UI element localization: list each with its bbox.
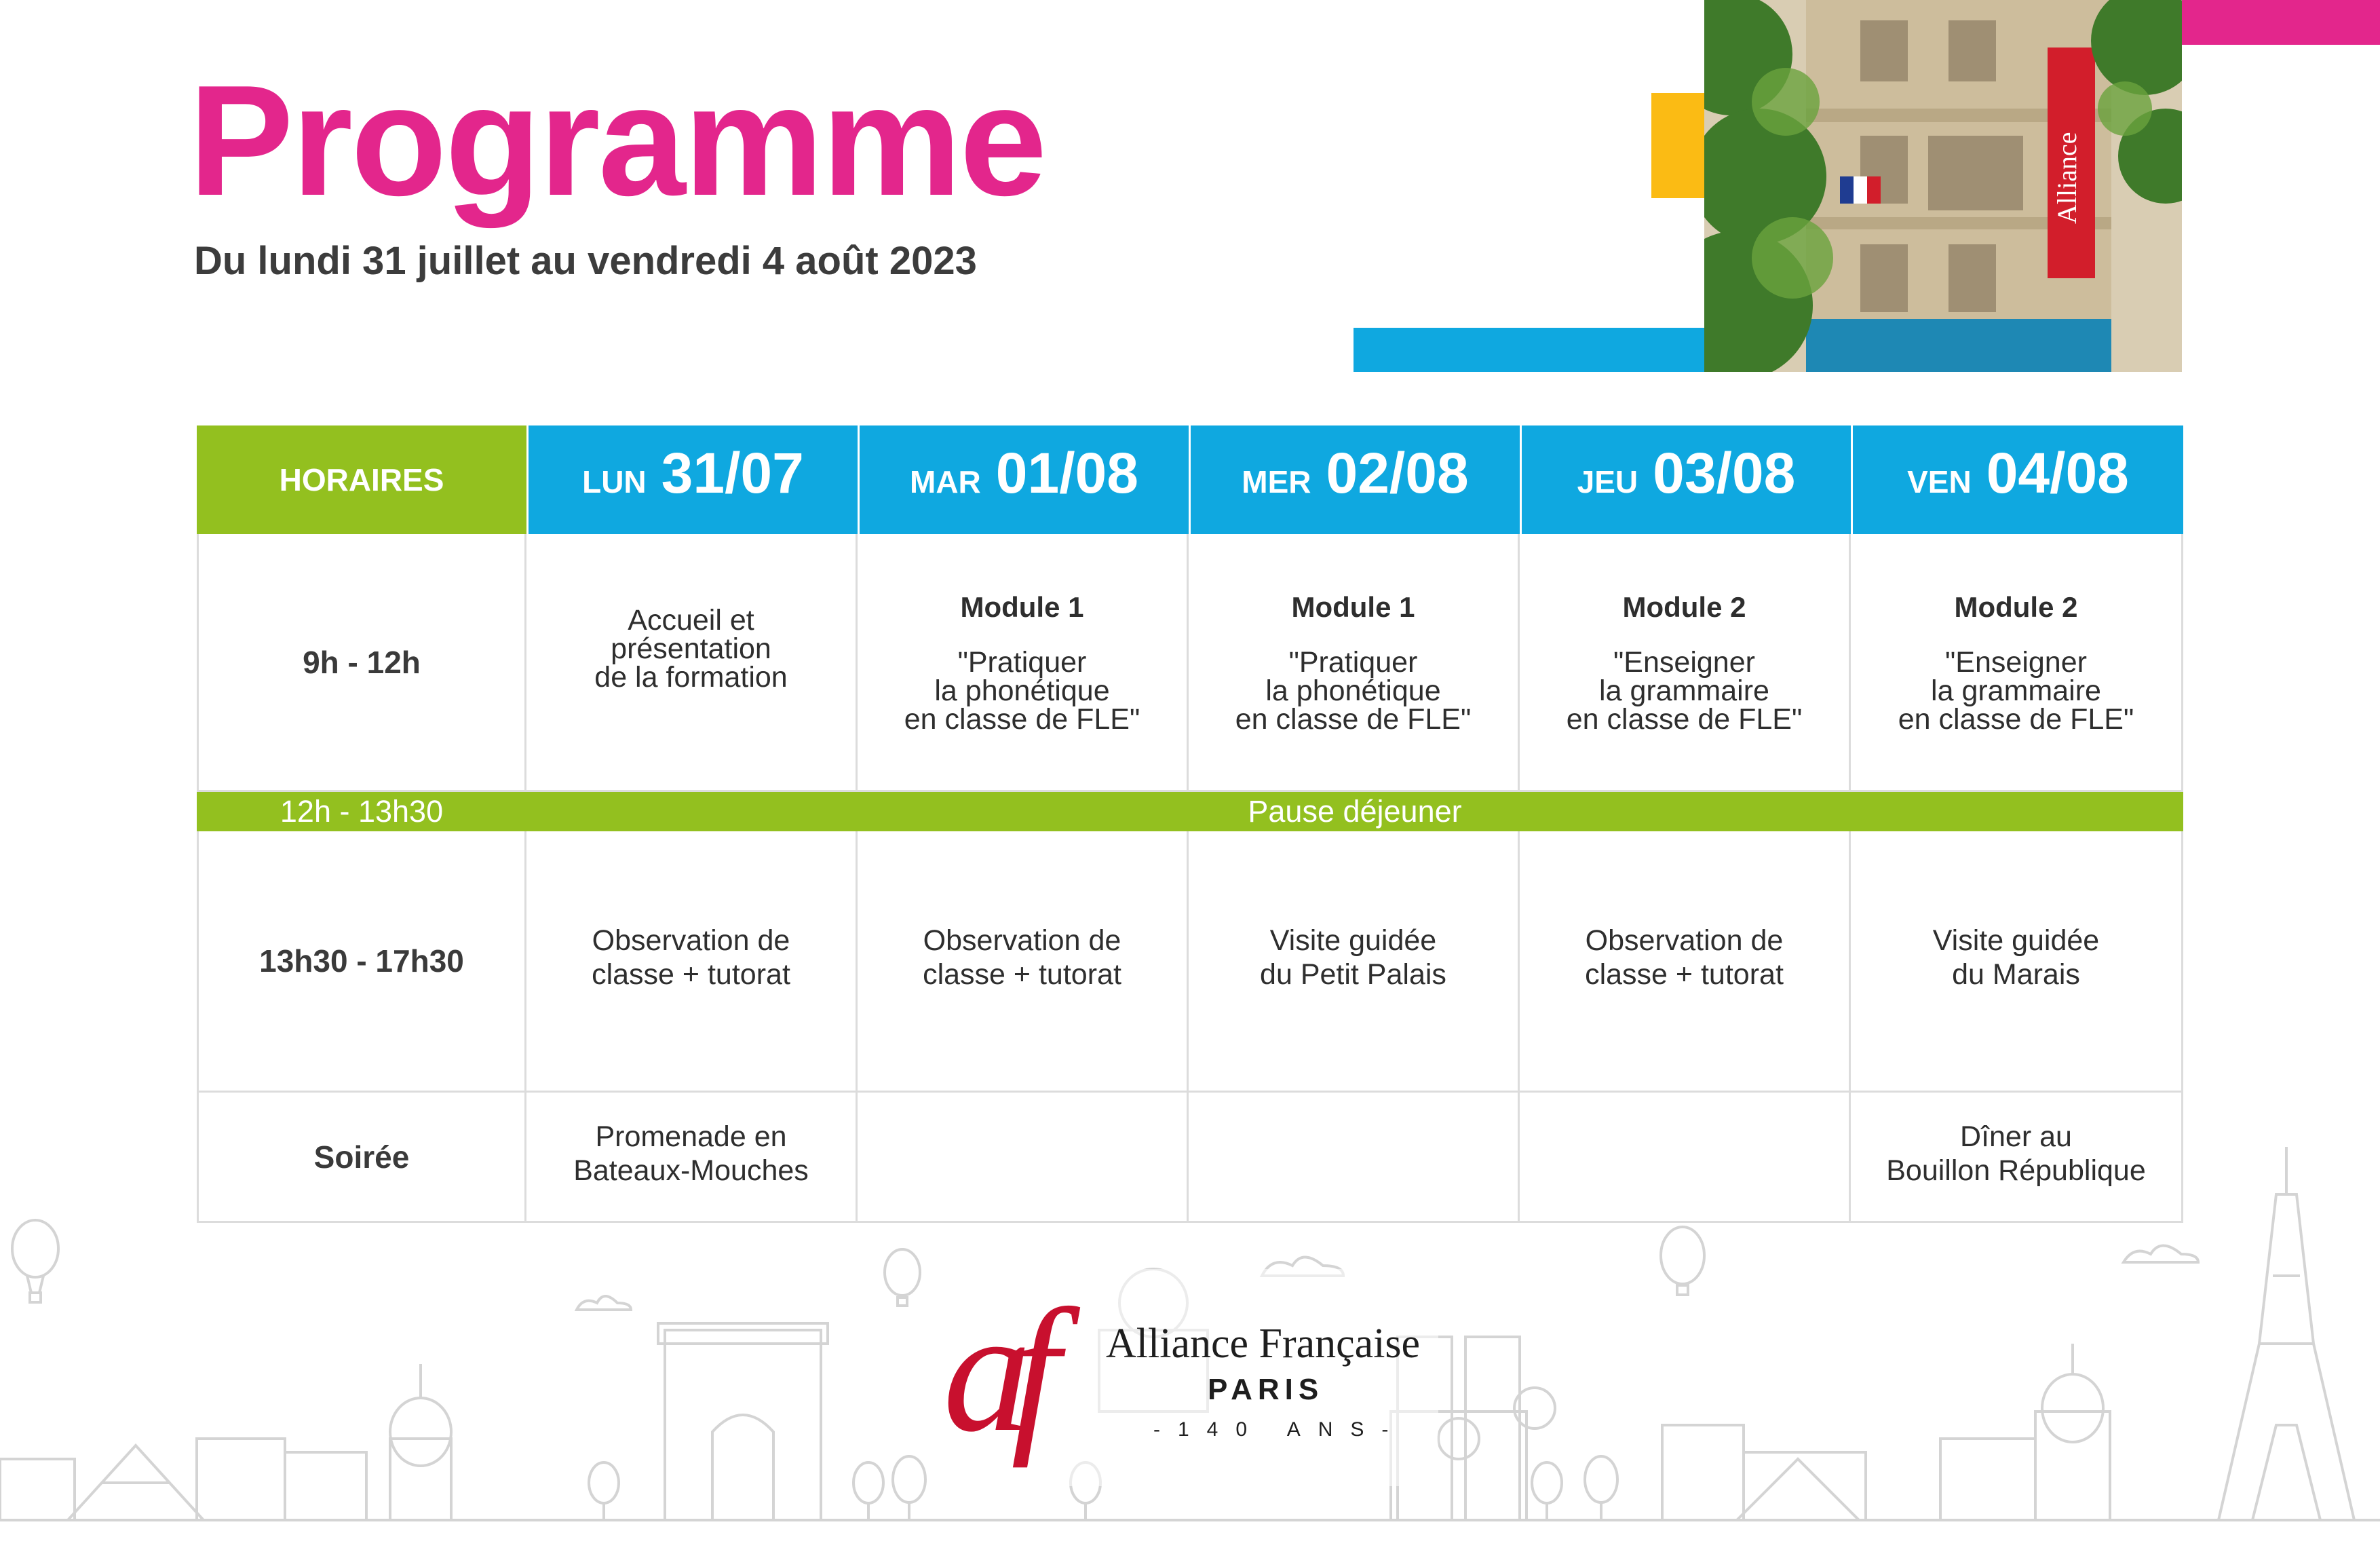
module-label: Module 1: [1291, 590, 1415, 623]
activity-text: Observation de classe + tutorat: [923, 924, 1121, 991]
building-photo: [1704, 0, 2182, 372]
day-date: 04/08: [1986, 441, 2129, 505]
header-day-wed: [1189, 425, 1520, 534]
cell-morning-thu: [1520, 534, 1851, 792]
header-day-thu: [1520, 425, 1851, 534]
module-label: Module 1: [960, 590, 1084, 623]
cell-afternoon-tue: [858, 831, 1189, 1093]
day-name: VEN: [1907, 464, 1972, 499]
time-label: Soirée: [313, 1139, 410, 1175]
logo-years: -140 ANS-: [1153, 1418, 1406, 1441]
lunch-time: 12h - 13h30: [197, 792, 526, 831]
decor-yellow-bar: [1651, 93, 1704, 198]
decor-blue-bar: [1354, 328, 1706, 372]
decor-pink-bar: [2182, 0, 2380, 45]
day-name: MER: [1242, 464, 1311, 499]
activity-text: "Enseigner la grammaire en classe de FLE": [1566, 645, 1803, 736]
module-label: Module 2: [1622, 590, 1746, 623]
day-date: 02/08: [1326, 441, 1469, 505]
header-day-mon: [526, 425, 858, 534]
banner-text: Alliance: [2052, 132, 2082, 224]
cell-afternoon-thu: [1520, 831, 1851, 1093]
alliance-francaise-logo-mark: af: [943, 1273, 1040, 1469]
module-label: Module 2: [1954, 590, 2078, 623]
row-time-afternoon: [197, 831, 526, 1093]
activity-text: "Enseigner la grammaire en classe de FLE": [1898, 645, 2134, 736]
cell-afternoon-wed: [1189, 831, 1520, 1093]
row-time-morning: [197, 534, 526, 792]
activity-text: Visite guidée du Marais: [1932, 924, 2100, 991]
schedule-table: [197, 425, 2183, 1223]
header-day-fri: [1851, 425, 2183, 534]
lunch-label: Pause déjeuner: [526, 792, 2183, 831]
day-name: JEU: [1577, 464, 1638, 499]
activity-text: "Pratiquer la phonétique en classe de FLE": [904, 645, 1140, 736]
cell-afternoon-mon: [526, 831, 858, 1093]
activity-text: Observation de classe + tutorat: [1585, 924, 1784, 991]
time-label: 13h30 - 17h30: [259, 943, 464, 979]
cell-morning-mon: [526, 534, 858, 792]
header-day-tue: [858, 425, 1189, 534]
cell-morning-wed: [1189, 534, 1520, 792]
day-date: 01/08: [995, 441, 1138, 505]
day-date: 31/07: [661, 441, 804, 505]
activity-text: "Pratiquer la phonétique en classe de FLE": [1235, 645, 1472, 736]
page-title: Programme: [189, 53, 1045, 229]
cell-afternoon-fri: [1851, 831, 2183, 1093]
header-horaires: HORAIRES: [197, 425, 526, 534]
cell-morning-tue: [858, 534, 1189, 792]
cell-morning-fri: [1851, 534, 2183, 792]
time-label: 9h - 12h: [303, 644, 421, 680]
activity-text: Promenade en Bateaux-Mouches: [573, 1120, 809, 1187]
page-subtitle: Du lundi 31 juillet au vendredi 4 août 2023: [194, 239, 977, 283]
activity-text: Observation de classe + tutorat: [592, 924, 790, 991]
logo-name: Alliance Française: [1106, 1321, 1421, 1367]
day-name: LUN: [582, 464, 647, 499]
logo-city: PARIS: [1208, 1373, 1324, 1406]
activity-text: Accueil et présentation de la formation: [594, 603, 788, 694]
activity-text: Dîner au Bouillon République: [1886, 1120, 2146, 1187]
activity-text: Visite guidée du Petit Palais: [1260, 924, 1446, 991]
day-date: 03/08: [1653, 441, 1796, 505]
day-name: MAR: [910, 464, 981, 499]
